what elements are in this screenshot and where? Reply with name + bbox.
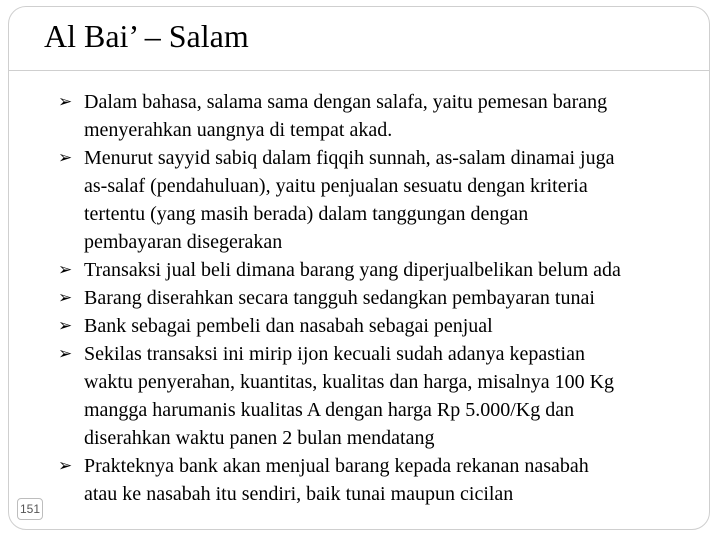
bullet-text-line: Bank sebagai pembeli dan nasabah sebagai penjual [84,315,493,337]
bullet-text-line: Menurut sayyid sabiq dalam fiqqih sunnah, as-salam dinamai juga [84,147,615,169]
slide-title: Al Bai’ – Salam [44,18,249,54]
arrowhead-bullet-icon: ➢ [58,260,73,280]
title-divider [9,70,709,71]
arrowhead-bullet-icon: ➢ [58,456,73,476]
bullet-text-line: tertentu (yang masih berada) dalam tanggungan dengan [84,203,529,225]
bullet-text-line: Sekilas transaksi ini mirip ijon kecuali sudah adanya kepastian [84,343,585,365]
bullet-text-line: waktu penyerahan, kuantitas, kualitas dan harga, misalnya 100 Kg [84,371,615,393]
bullet-item [56,452,696,508]
bullet-item [56,340,696,452]
bullet-text-line: mangga harumanis kualitas A dengan harga Rp 5.000/Kg dan [84,399,575,421]
bullet-list [56,88,696,508]
bullet-text-line: Prakteknya bank akan menjual barang kepada rekanan nasabah [84,455,589,477]
page-number: 151 [17,498,43,520]
bullet-text-line: Transaksi jual beli dimana barang yang diperjualbelikan belum ada [84,259,621,281]
arrowhead-bullet-icon: ➢ [58,316,73,336]
bullet-text-line: pembayaran disegerakan [84,231,283,253]
arrowhead-bullet-icon: ➢ [58,288,73,308]
bullet-item [56,144,696,256]
bullet-item [56,284,696,312]
arrowhead-bullet-icon: ➢ [58,148,73,168]
bullet-item [56,256,696,284]
bullet-text-line: Dalam bahasa, salama sama dengan salafa, yaitu pemesan barang [84,91,608,113]
arrowhead-bullet-icon: ➢ [58,92,73,112]
bullet-text-line: menyerahkan uangnya di tempat akad. [84,119,393,141]
bullet-text-line: as-salaf (pendahuluan), yaitu penjualan sesuatu dengan kriteria [84,175,588,197]
arrowhead-bullet-icon: ➢ [58,344,73,364]
bullet-text-line: diserahkan waktu panen 2 bulan mendatang [84,427,435,449]
bullet-text-line: atau ke nasabah itu sendiri, baik tunai maupun cicilan [84,483,514,505]
bullet-item [56,88,696,144]
bullet-text-line: Barang diserahkan secara tangguh sedangkan pembayaran tunai [84,287,595,309]
bullet-item [56,312,696,340]
